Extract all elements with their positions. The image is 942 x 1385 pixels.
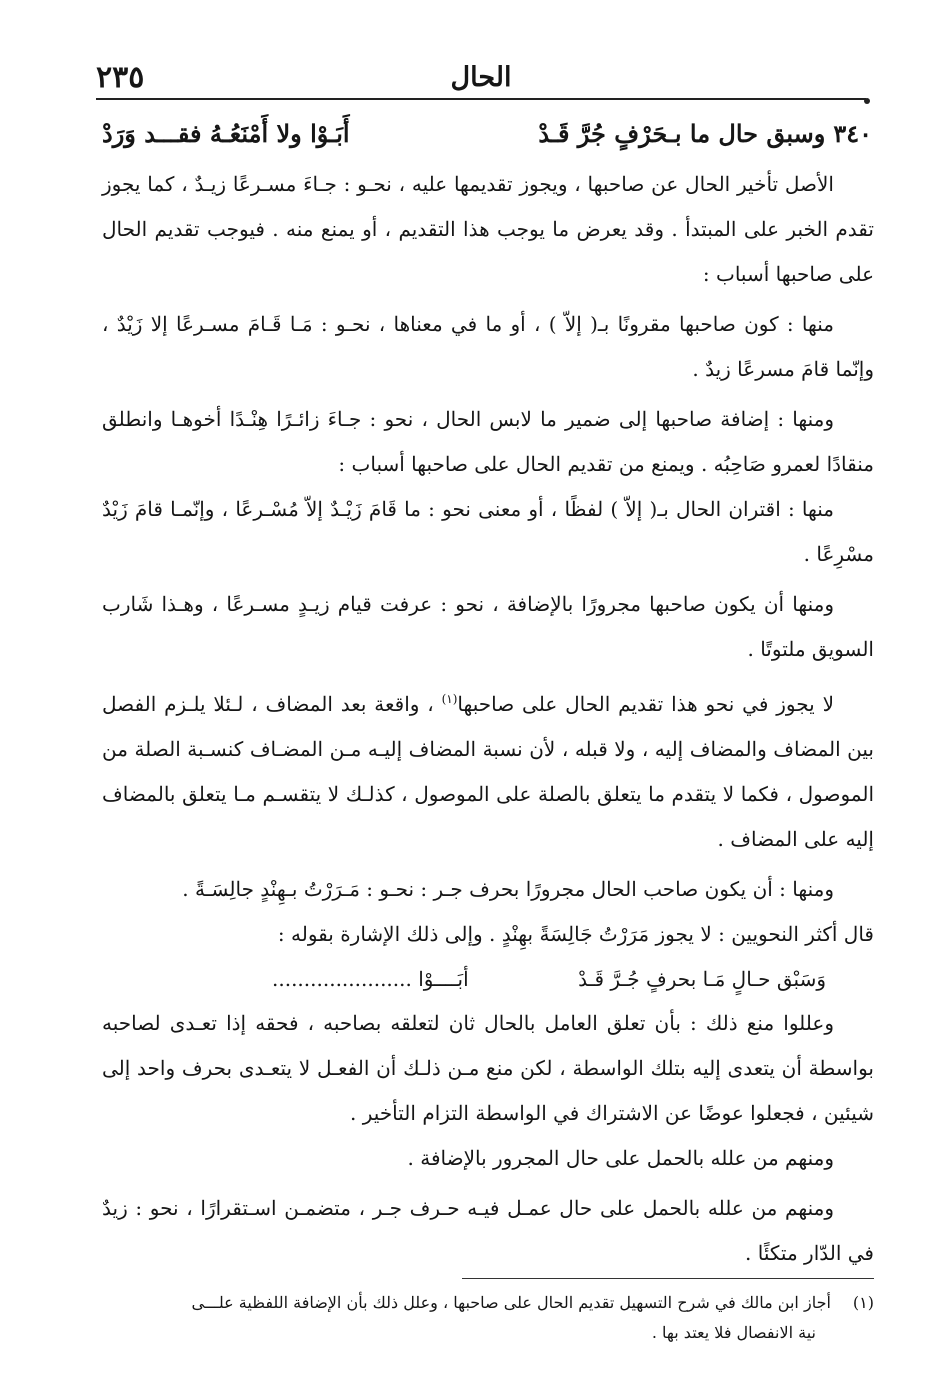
paragraph-illa: منها : كون صاحبها مقرونًا بـ( إلاّ ) ، أو ما في معناها ، نحـو : مَـا قَـامَ مسـرعًا إلا زَيْدٌ ، وإنّما قامَ مسرعًا زيدٌ . <box>102 312 874 381</box>
poem-second-half: أبَــــوْا ...................... <box>272 967 469 991</box>
verse-line <box>102 106 874 162</box>
footnote-line-2: نية الانفصال فلا يعتد بها . <box>651 1323 816 1342</box>
main-text <box>102 106 874 1276</box>
paragraph-iqtiran: منها : اقتران الحال بـ( إلاّ ) لفظًا ، أو معنى نحو : ما قَامَ زَيْـدٌ إلاّ مُسْـرعًا ، وإنّمـا قامَ زَيْدٌ مسْرِعًا . <box>102 497 874 566</box>
footnote-number: (١) <box>852 1293 874 1312</box>
footnote-mark: (١) <box>441 692 458 706</box>
paragraph-majrur-harf: ومنها : أن يكون صاحب الحال مجرورًا بحرف جـر : نحـو : مَـرَرْتُ بـهِنْدٍ جالِسَـةً . <box>182 877 834 901</box>
footnote-rule <box>462 1278 874 1279</box>
header-rule-ornament <box>864 98 870 104</box>
paragraph-ilal: وعللوا منع ذلك : بأن تعلق العامل بالحال ثان لتعلقه بصاحبه ، فحقه إذا تعـدى لصاحبه بواسطة أن يتعدى إليه بتلك الواسطة ، لكن منع مـن ذلـك أن الفعـل لا يتعـدى بحرف واحد إلى شيئين ، فجعلوا عوضًا عن الاشتراك في الواسطة التزام التأخير . <box>102 1011 874 1125</box>
paragraph-no-advance: لا يجوز في نحو هذا تقديم الحال على صاحبها$^{(١)}$ ، واقعة بعد المضاف ، لـئلا يلـزم الفصل بين المضاف والمضاف إليه ، ولا قبله ، لأن نسبة المضاف إليـه مـن المضـاف كنسـبة الصلة من الموصول ، فكما لا يتقدم ما يتعلق بالصلة على الموصول ، كذلـك لا يتقسـم مـا يتعلق بالمضاف إليه على المضاف . <box>102 692 874 851</box>
page-number: ٢٣٥ <box>96 60 145 95</box>
paragraph-haml-idafa: ومنهم من علله بالحمل على حال المجرور بالإضافة . <box>407 1146 834 1170</box>
verse-first-hemistich: ٣٤٠وسبق حال ما بـحَرْفٍ جُرَّ قَـدْ <box>538 119 872 148</box>
paragraph-idafa-damir: ومنها : إضافة صاحبها إلى ضمير ما لابس الحال ، نحو : جـاءَ زائـرًا هِنْـدًا أخوهـا وانطلق منقادًا لعمرو صَاحِبُه . ويمنع من تقديم الحال على صاحبها أسباب : <box>102 407 874 476</box>
footnote <box>102 1288 874 1348</box>
verse-second-hemistich: أَبَـوْا ولا أَمْنَعُـهُ فقـــد وَرَدْ <box>102 119 350 148</box>
running-header <box>96 58 866 98</box>
chapter-title: الحال <box>450 62 512 93</box>
poem-quote <box>102 957 874 1001</box>
paragraph-majrur-idafa: ومنها أن يكون صاحبها مجرورًا بالإضافة ، نحو : عرفت قيام زيـدٍ مسـرعًا ، وهـذا شَارب السويق ملتوتًا . <box>102 592 874 661</box>
poem-first-half: وَسَبْق حـالٍ مَـا بحرفٍ جُـرَّ قَـدْ <box>578 967 826 991</box>
paragraph-haml-harf: ومنهم من علله بالحمل على حال عمـل فيـه حـرف جـر ، متضمـن اسـتقرارًا ، نحو : زيدٌ في الدّار متكئًا . <box>102 1196 874 1265</box>
footnote-line-1: (١)أجاز ابن مالك في شرح التسهيل تقديم الحال على صاحبها ، وعلل ذلك بأن الإضافة اللفظية علـــى <box>191 1293 874 1312</box>
verse-number: ٣٤٠ <box>833 119 872 148</box>
paragraph-intro: الأصل تأخير الحال عن صاحبها ، ويجوز تقديمها عليه ، نحـو : جـاءَ مسـرعًا زيـدٌ ، كما يجوز تقدم الخبر على المبتدأ . وقد يعرض ما يوجب هذا التقديم ، أو يمنع منه . فيوجب تقديم الحال على صاحبها أسباب : <box>102 172 874 286</box>
paragraph-nahwiyyin: قال أكثر النحويين : لا يجوز مَرَرْتُ جَالِسَةً بهِنْدٍ . وإلى ذلك الإشارة بقوله : <box>277 922 874 946</box>
header-rule <box>96 98 866 100</box>
